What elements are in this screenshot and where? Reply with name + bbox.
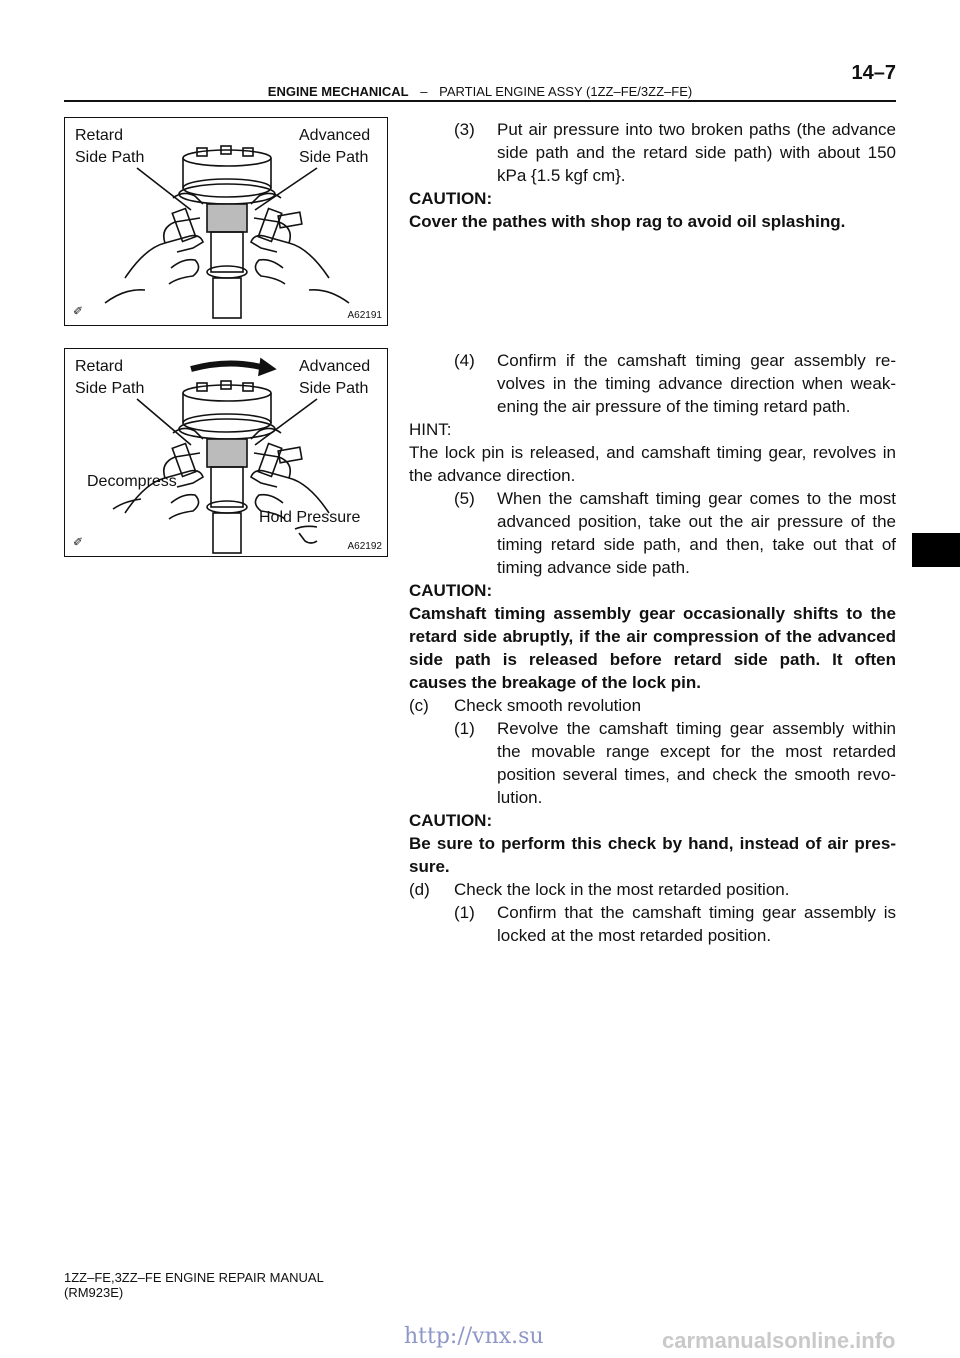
- page-number: 14–7: [851, 62, 896, 84]
- header-rule: [64, 100, 896, 102]
- item-d-text: Check the lock in the most retarded position.: [454, 880, 790, 899]
- step-5-number: (5): [454, 489, 475, 508]
- retard-label: Retard Side Path: [75, 127, 145, 166]
- step-4-number: (4): [454, 351, 475, 370]
- item-d1-line: locked at the most retarded position.: [497, 926, 772, 945]
- header-title: [0, 84, 960, 99]
- step-3-line: kPa {1.5 kgf cm}.: [497, 166, 626, 185]
- advanced-label: Advanced Side Path: [299, 358, 371, 397]
- caution-line: sure.: [409, 857, 450, 876]
- caution-line: side path is released before retard side path. It often: [409, 650, 896, 669]
- step-4-line: Confirm if the camshaft timing gear assembly re-: [497, 351, 896, 370]
- caution-title: CAUTION:: [409, 189, 493, 208]
- footer-manual-title: 1ZZ–FE,3ZZ–FE ENGINE REPAIR MANUAL: [64, 1270, 324, 1285]
- step-3-line: Put air pressure into two broken paths (the advance: [497, 120, 896, 139]
- item-d1-number: (1): [454, 903, 475, 922]
- figure-mark-icon: ✐: [73, 304, 84, 318]
- hold-pressure-label: Hold Pressure: [259, 509, 361, 526]
- item-c1-number: (1): [454, 719, 475, 738]
- advanced-label: Advanced Side Path: [299, 127, 371, 166]
- item-c-text: Check smooth revolution: [454, 696, 642, 715]
- vnx-watermark-link[interactable]: http://vnx.su: [404, 1324, 544, 1349]
- step-5-line: timing retard side path, and then, take out that of: [497, 535, 896, 554]
- caution-line: retard side abruptly, if the air compression of the advanced: [409, 627, 896, 646]
- item-d-number: (d): [409, 880, 430, 899]
- figure-code: A62191: [347, 310, 382, 321]
- step-4-line: volves in the timing advance direction when weak-: [497, 374, 896, 393]
- header-section: ENGINE MECHANICAL: [267, 84, 409, 99]
- caution-title: CAUTION:: [409, 811, 493, 830]
- item-c1-line: lution.: [497, 788, 543, 807]
- caution-line: Be sure to perform this check by hand, instead of air pres-: [409, 834, 896, 853]
- caution-text: Cover the pathes with shop rag to avoid oil splashing.: [409, 212, 846, 231]
- footer-manual-code: (RM923E): [64, 1285, 124, 1300]
- caution-line: Camshaft timing assembly gear occasionally shifts to the: [409, 604, 896, 623]
- hint-title: HINT:: [409, 420, 452, 439]
- step-5-line: advanced position, take out the air pressure of the: [497, 512, 896, 531]
- section-tab: [912, 533, 960, 567]
- figure-mark-icon: ✐: [73, 535, 84, 549]
- retard-label: Retard Side Path: [75, 358, 145, 397]
- caution-title: CAUTION:: [409, 581, 493, 600]
- item-c1-line: Revolve the camshaft timing gear assembly within: [497, 719, 896, 738]
- step-3-line: side path and the retard side path) with about 150: [497, 143, 896, 162]
- item-c1-line: position several times, and check the smooth revo-: [497, 765, 896, 784]
- caution-line: causes the breakage of the lock pin.: [409, 673, 701, 692]
- figure-code: A62192: [347, 541, 382, 552]
- item-d1-line: Confirm that the camshaft timing gear assembly is: [497, 903, 896, 922]
- step-5-line: When the camshaft timing gear comes to the most: [497, 489, 896, 508]
- item-c-number: (c): [409, 696, 429, 715]
- figure-a62192: [64, 348, 388, 557]
- figure-a62191: [64, 117, 388, 326]
- header-subsection: PARTIAL ENGINE ASSY (1ZZ–FE/3ZZ–FE): [439, 84, 693, 99]
- item-c1-line: the movable range except for the most retarded: [497, 742, 896, 761]
- carmanuals-watermark: carmanualsonline.info: [662, 1328, 896, 1353]
- hint-line: the advance direction.: [409, 466, 576, 485]
- step-4-line: ening the air pressure of the timing retard path.: [497, 397, 851, 416]
- decompress-label: Decompress: [87, 473, 177, 490]
- step-3-number: (3): [454, 120, 475, 139]
- step-5-line: timing advance side path.: [497, 558, 690, 577]
- hint-line: The lock pin is released, and camshaft timing gear, revolves in: [409, 443, 896, 462]
- header-separator: –: [420, 84, 428, 99]
